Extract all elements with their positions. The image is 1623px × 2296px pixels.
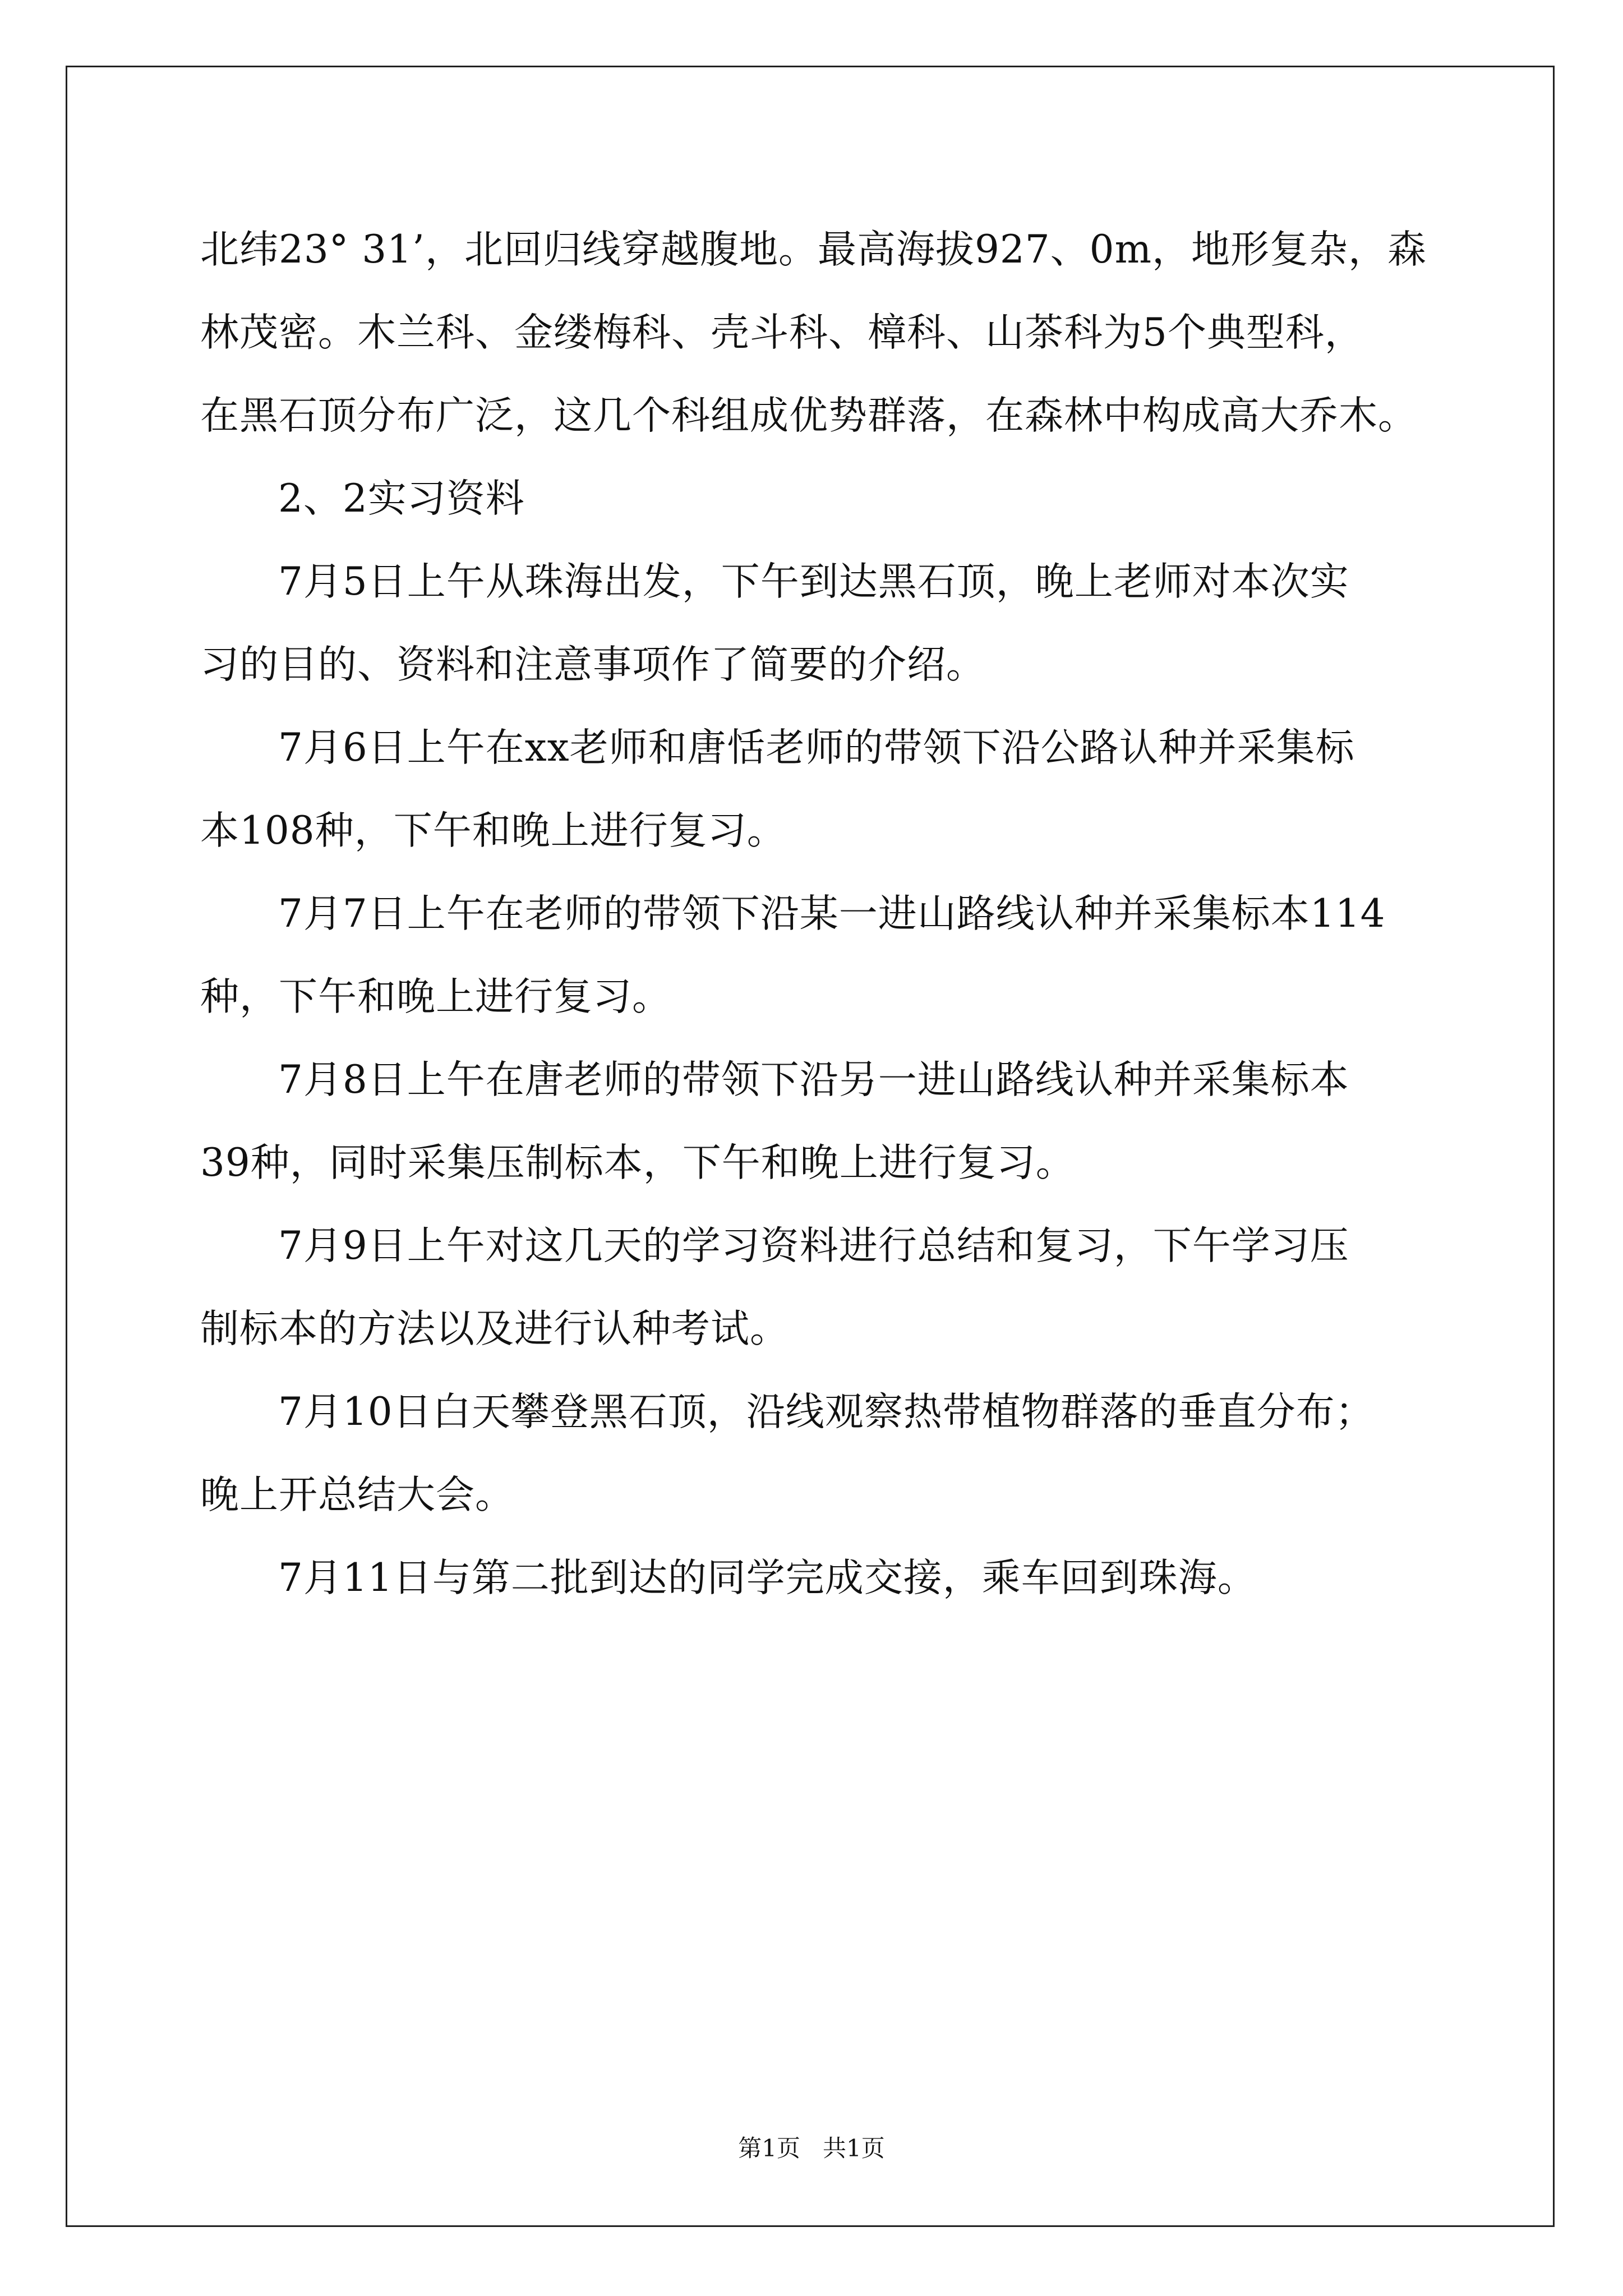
page-number-total: 共1页 [823, 2134, 885, 2162]
text-line: 7月6日上午在xx老师和唐恬老师的带领下沿公路认种并采集标 [278, 725, 1355, 770]
page-footer [0, 2132, 1623, 2165]
text-line: 7月5日上午从珠海出发，下午到达黑石顶，晚上老师对本次实 [278, 559, 1349, 604]
document-body [200, 222, 1434, 1633]
text-line: 7月10日白天攀登黑石顶，沿线观察热带植物群落的垂直分布； [278, 1389, 1375, 1434]
text-line: 本108种，下午和晚上进行复习。 [200, 808, 786, 853]
text-line: 北纬23° 31’，北回归线穿越腹地。最高海拔927、0m，地形复杂，森 [200, 227, 1427, 272]
text-line: 在黑石顶分布广泛，这几个科组成优势群落，在森林中构成高大乔木。 [200, 393, 1417, 438]
text-line: 7月7日上午在老师的带领下沿某一进山路线认种并采集标本114 [278, 891, 1386, 936]
text-line: 习的目的、资料和注意事项作了简要的介绍。 [200, 642, 985, 687]
text-line: 制标本的方法以及进行认种考试。 [200, 1306, 789, 1351]
text-line: 7月9日上午对这几天的学习资料进行总结和复习，下午学习压 [278, 1223, 1349, 1268]
text-line: 林茂密。木兰科、金缕梅科、壳斗科、樟科、山茶科为5个典型科， [200, 310, 1364, 355]
text-line: 7月8日上午在唐老师的带领下沿另一进山路线认种并采集标本 [278, 1057, 1349, 1102]
page-number-current: 第1页 [738, 2134, 800, 2162]
text-line: 晚上开总结大会。 [200, 1473, 514, 1517]
text-line: 种，下午和晚上进行复习。 [200, 974, 671, 1019]
section-heading: 2、2实习资料 [278, 476, 525, 521]
text-line: 7月11日与第二批到达的同学完成交接，乘车回到珠海。 [278, 1556, 1257, 1600]
text-line: 39种，同时采集压制标本，下午和晚上进行复习。 [200, 1140, 1075, 1185]
